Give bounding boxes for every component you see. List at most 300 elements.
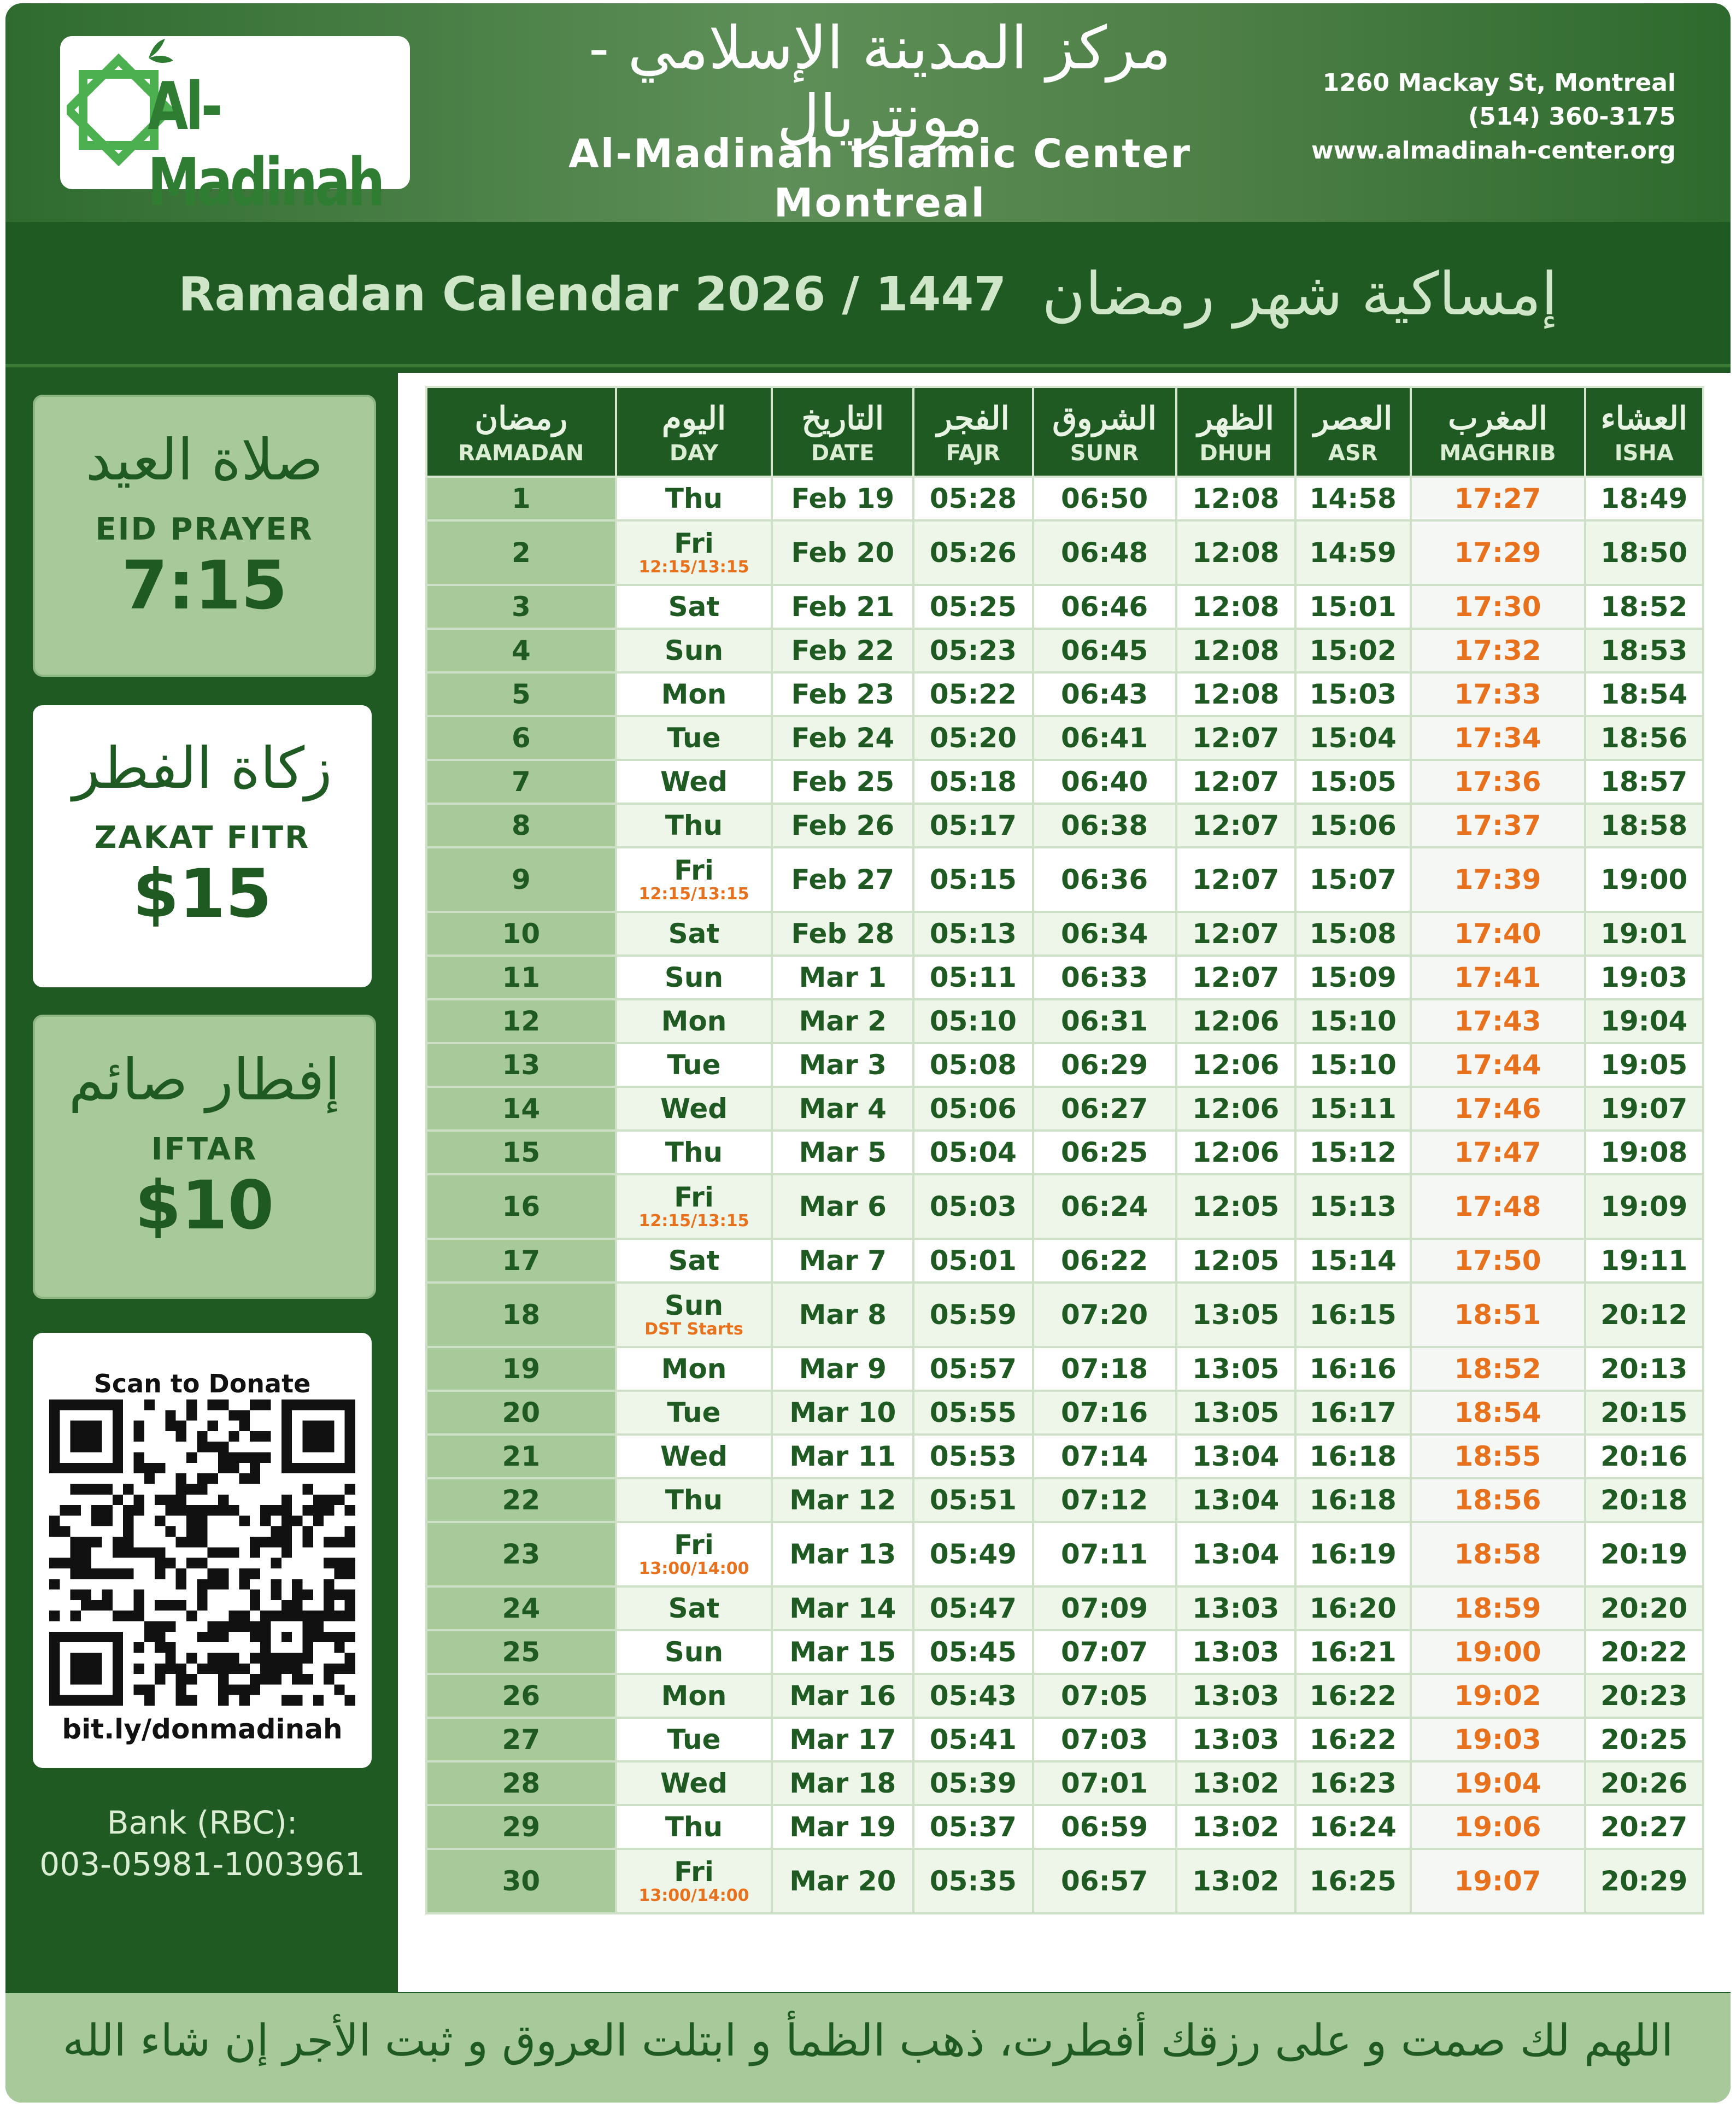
cell-fajr: 05:17	[913, 804, 1033, 847]
cell-fajr: 05:45	[913, 1630, 1033, 1674]
cell-num: 5	[426, 672, 616, 716]
cell-day	[616, 804, 772, 847]
cell-asr: 15:09	[1295, 956, 1411, 999]
table-header-row	[426, 387, 1703, 477]
table-row	[426, 1761, 1703, 1805]
cell-isha: 19:08	[1585, 1131, 1703, 1174]
cell-day	[616, 1391, 772, 1434]
cell-dhuh: 12:06	[1176, 1131, 1295, 1174]
cell-day	[616, 477, 772, 520]
poster-frame	[5, 3, 1731, 2103]
day-name: Thu	[665, 810, 723, 841]
cell-fajr: 05:55	[913, 1391, 1033, 1434]
cell-fajr: 05:41	[913, 1718, 1033, 1761]
cell-date: Feb 20	[772, 520, 913, 585]
cell-num: 12	[426, 999, 616, 1043]
cell-fajr: 05:59	[913, 1283, 1033, 1347]
cell-asr: 15:10	[1295, 999, 1411, 1043]
cell-num: 20	[426, 1391, 616, 1434]
header-day: اليوم DAY	[616, 387, 772, 477]
table-row	[426, 1087, 1703, 1131]
cell-dhuh: 12:07	[1176, 912, 1295, 956]
cell-asr: 15:07	[1295, 847, 1411, 912]
cell-maghrib: 17:47	[1411, 1131, 1585, 1174]
cell-dhuh: 12:07	[1176, 804, 1295, 847]
cell-dhuh: 12:07	[1176, 716, 1295, 760]
day-name: Sat	[668, 1245, 720, 1276]
day-note: 12:15/13:15	[638, 558, 749, 577]
cell-date: Feb 24	[772, 716, 913, 760]
address: 1260 Mackay St, Montreal	[1322, 69, 1676, 97]
cell-date: Feb 28	[772, 912, 913, 956]
header-sunrise: الشروق SUNR	[1033, 387, 1176, 477]
cell-fajr: 05:13	[913, 912, 1033, 956]
table-row	[426, 672, 1703, 716]
cell-dhuh: 13:03	[1176, 1674, 1295, 1718]
iftar-arabic: إفطار صائم	[68, 1046, 341, 1113]
cell-maghrib: 17:40	[1411, 912, 1585, 956]
day-name: Wed	[660, 1093, 728, 1125]
cell-date: Mar 20	[772, 1849, 913, 1913]
eid-time: 7:15	[121, 547, 288, 624]
cell-isha: 18:54	[1585, 672, 1703, 716]
cell-maghrib: 17:37	[1411, 804, 1585, 847]
website-link[interactable]: www.almadinah-center.org	[1311, 137, 1676, 165]
cell-maghrib: 19:02	[1411, 1674, 1585, 1718]
cell-dhuh: 13:05	[1176, 1283, 1295, 1347]
cell-dhuh: 12:08	[1176, 520, 1295, 585]
cell-num: 14	[426, 1087, 616, 1131]
cell-isha: 20:12	[1585, 1283, 1703, 1347]
cell-date: Feb 23	[772, 672, 913, 716]
arabic-title: مركز المدينة الإسلامي - مونتريال	[589, 14, 1171, 151]
cell-day	[616, 585, 772, 629]
day-name: Sun	[664, 635, 724, 666]
cell-asr: 15:14	[1295, 1239, 1411, 1283]
cell-day	[616, 1283, 772, 1347]
bank-label: Bank (RBC):	[107, 1804, 298, 1841]
cell-date: Mar 13	[772, 1522, 913, 1586]
header-fajr: الفجر FAJR	[913, 387, 1033, 477]
cell-sunr: 06:34	[1033, 912, 1176, 956]
cell-fajr: 05:15	[913, 847, 1033, 912]
cell-num: 22	[426, 1478, 616, 1522]
cell-fajr: 05:25	[913, 585, 1033, 629]
cell-isha: 20:16	[1585, 1434, 1703, 1478]
day-name: Wed	[660, 1767, 728, 1799]
table-row	[426, 1805, 1703, 1849]
cell-sunr: 07:11	[1033, 1522, 1176, 1586]
cell-asr: 15:06	[1295, 804, 1411, 847]
table-row	[426, 956, 1703, 999]
cell-maghrib: 17:27	[1411, 477, 1585, 520]
cell-maghrib: 17:33	[1411, 672, 1585, 716]
cell-asr: 16:19	[1295, 1522, 1411, 1586]
cell-dhuh: 13:02	[1176, 1849, 1295, 1913]
bank-info	[5, 1802, 399, 1885]
cell-date: Mar 3	[772, 1043, 913, 1087]
cell-fajr: 05:11	[913, 956, 1033, 999]
cell-fajr: 05:04	[913, 1131, 1033, 1174]
cell-sunr: 06:46	[1033, 585, 1176, 629]
cell-day	[616, 999, 772, 1043]
cell-fajr: 05:10	[913, 999, 1033, 1043]
table-row	[426, 585, 1703, 629]
cell-isha: 20:20	[1585, 1586, 1703, 1630]
cell-dhuh: 12:05	[1176, 1239, 1295, 1283]
cell-maghrib: 17:46	[1411, 1087, 1585, 1131]
cell-dhuh: 13:03	[1176, 1630, 1295, 1674]
cell-date: Feb 22	[772, 629, 913, 672]
cell-fajr: 05:06	[913, 1087, 1033, 1131]
cell-isha: 19:09	[1585, 1174, 1703, 1239]
cell-fajr: 05:22	[913, 672, 1033, 716]
cell-dhuh: 13:04	[1176, 1522, 1295, 1586]
cell-sunr: 07:20	[1033, 1283, 1176, 1347]
cell-maghrib: 19:07	[1411, 1849, 1585, 1913]
contact-info	[1311, 66, 1676, 168]
cell-day	[616, 520, 772, 585]
cell-dhuh: 12:07	[1176, 760, 1295, 804]
cell-maghrib: 18:54	[1411, 1391, 1585, 1434]
cell-day	[616, 672, 772, 716]
day-name: Thu	[665, 1811, 723, 1843]
cell-fajr: 05:18	[913, 760, 1033, 804]
cell-fajr: 05:39	[913, 1761, 1033, 1805]
cell-isha: 18:50	[1585, 520, 1703, 585]
cell-date: Mar 16	[772, 1674, 913, 1718]
iftar-label: IFTAR	[151, 1132, 258, 1167]
cell-sunr: 07:03	[1033, 1718, 1176, 1761]
table-row	[426, 847, 1703, 912]
cell-date: Feb 21	[772, 585, 913, 629]
day-name: Thu	[665, 1484, 723, 1516]
cell-num: 19	[426, 1347, 616, 1391]
cell-sunr: 07:07	[1033, 1630, 1176, 1674]
cell-fajr: 05:20	[913, 716, 1033, 760]
cell-sunr: 07:14	[1033, 1434, 1176, 1478]
cell-asr: 15:01	[1295, 585, 1411, 629]
day-name: Tue	[667, 722, 721, 754]
table-row	[426, 804, 1703, 847]
cell-dhuh: 12:08	[1176, 672, 1295, 716]
cell-isha: 19:07	[1585, 1087, 1703, 1131]
cell-asr: 16:20	[1295, 1586, 1411, 1630]
cell-maghrib: 17:41	[1411, 956, 1585, 999]
cell-asr: 15:11	[1295, 1087, 1411, 1131]
cell-asr: 16:22	[1295, 1674, 1411, 1718]
cell-maghrib: 18:51	[1411, 1283, 1585, 1347]
table-row	[426, 477, 1703, 520]
cell-num: 10	[426, 912, 616, 956]
qr-code-icon[interactable]	[49, 1400, 355, 1706]
cell-sunr: 06:50	[1033, 477, 1176, 520]
cell-isha: 18:49	[1585, 477, 1703, 520]
cell-num: 21	[426, 1434, 616, 1478]
cell-isha: 20:18	[1585, 1478, 1703, 1522]
cell-num: 29	[426, 1805, 616, 1849]
cell-date: Mar 1	[772, 956, 913, 999]
cell-maghrib: 19:06	[1411, 1805, 1585, 1849]
cell-date: Mar 6	[772, 1174, 913, 1239]
cell-dhuh: 13:03	[1176, 1586, 1295, 1630]
cell-asr: 14:59	[1295, 520, 1411, 585]
cell-isha: 20:23	[1585, 1674, 1703, 1718]
cell-fajr: 05:53	[913, 1434, 1033, 1478]
day-name: Wed	[660, 766, 728, 798]
cell-num: 27	[426, 1718, 616, 1761]
day-name: Tue	[667, 1397, 721, 1428]
day-name: Mon	[661, 678, 727, 710]
cell-maghrib: 17:30	[1411, 585, 1585, 629]
cell-fajr: 05:01	[913, 1239, 1033, 1283]
day-note: DST Starts	[644, 1320, 743, 1339]
cell-fajr: 05:57	[913, 1347, 1033, 1391]
cell-date: Mar 12	[772, 1478, 913, 1522]
cell-date: Mar 18	[772, 1761, 913, 1805]
cell-isha: 19:01	[1585, 912, 1703, 956]
table-row	[426, 1522, 1703, 1586]
cell-fajr: 05:08	[913, 1043, 1033, 1087]
cell-num: 4	[426, 629, 616, 672]
cell-num: 2	[426, 520, 616, 585]
table-row	[426, 1391, 1703, 1434]
cell-num: 8	[426, 804, 616, 847]
cell-maghrib: 18:55	[1411, 1434, 1585, 1478]
cell-sunr: 06:22	[1033, 1239, 1176, 1283]
donate-link[interactable]: bit.ly/donmadinah	[62, 1713, 343, 1745]
cell-num: 11	[426, 956, 616, 999]
day-name: Fri	[674, 854, 714, 886]
table-row	[426, 1043, 1703, 1087]
logo	[60, 36, 410, 221]
cell-isha: 20:25	[1585, 1718, 1703, 1761]
day-name: Wed	[660, 1441, 728, 1472]
cell-asr: 15:05	[1295, 760, 1411, 804]
cell-asr: 16:16	[1295, 1347, 1411, 1391]
cell-day	[616, 1043, 772, 1087]
cell-isha: 20:22	[1585, 1630, 1703, 1674]
cell-asr: 16:25	[1295, 1849, 1411, 1913]
cell-day	[616, 760, 772, 804]
cell-date: Feb 26	[772, 804, 913, 847]
cell-sunr: 06:40	[1033, 760, 1176, 804]
cell-num: 15	[426, 1131, 616, 1174]
cell-asr: 15:10	[1295, 1043, 1411, 1087]
cell-isha: 20:13	[1585, 1347, 1703, 1391]
table-row	[426, 1478, 1703, 1522]
cell-day	[616, 1347, 772, 1391]
cell-sunr: 06:25	[1033, 1131, 1176, 1174]
cell-asr: 15:02	[1295, 629, 1411, 672]
table-row	[426, 629, 1703, 672]
cell-maghrib: 17:50	[1411, 1239, 1585, 1283]
iftar-dua: اللهم لك صمت و على رزقك أفطرت، ذهب الظمأ و ابتلت العروق و ثبت الأجر إن شاء الله	[62, 2015, 1674, 2066]
cell-fajr: 05:26	[913, 520, 1033, 585]
day-name: Fri	[674, 528, 714, 559]
cell-sunr: 06:59	[1033, 1805, 1176, 1849]
day-name: Mon	[661, 1005, 727, 1037]
title-divider	[5, 364, 1731, 367]
day-name: Mon	[661, 1680, 727, 1712]
cell-sunr: 06:29	[1033, 1043, 1176, 1087]
table-row	[426, 912, 1703, 956]
cell-sunr: 06:36	[1033, 847, 1176, 912]
cell-day	[616, 1761, 772, 1805]
cell-sunr: 06:31	[1033, 999, 1176, 1043]
cell-dhuh: 13:04	[1176, 1478, 1295, 1522]
cell-maghrib: 17:32	[1411, 629, 1585, 672]
cell-isha: 20:15	[1585, 1391, 1703, 1434]
cell-date: Mar 17	[772, 1718, 913, 1761]
cell-maghrib: 19:00	[1411, 1630, 1585, 1674]
cell-isha: 20:27	[1585, 1805, 1703, 1849]
header-banner	[5, 3, 1731, 226]
donate-card	[33, 1333, 372, 1768]
cell-fajr: 05:47	[913, 1586, 1033, 1630]
cell-dhuh: 12:08	[1176, 585, 1295, 629]
cell-sunr: 06:43	[1033, 672, 1176, 716]
day-name: Fri	[674, 1529, 714, 1561]
table-row	[426, 1718, 1703, 1761]
cell-asr: 15:13	[1295, 1174, 1411, 1239]
cell-dhuh: 13:05	[1176, 1347, 1295, 1391]
cell-day	[616, 1239, 772, 1283]
header-maghrib: المغرب MAGHRIB	[1411, 387, 1585, 477]
cell-dhuh: 12:06	[1176, 1043, 1295, 1087]
table-row	[426, 760, 1703, 804]
cell-sunr: 06:24	[1033, 1174, 1176, 1239]
cell-asr: 16:22	[1295, 1718, 1411, 1761]
table-row	[426, 999, 1703, 1043]
table-row	[426, 716, 1703, 760]
cell-asr: 16:17	[1295, 1391, 1411, 1434]
cell-dhuh: 13:03	[1176, 1718, 1295, 1761]
center-name-line1: Al-Madinah Islamic Center	[568, 131, 1192, 177]
calendar-title	[5, 260, 1731, 329]
day-name: Tue	[667, 1049, 721, 1081]
iftar-card	[33, 1015, 376, 1299]
cell-num: 6	[426, 716, 616, 760]
cell-date: Mar 8	[772, 1283, 913, 1347]
table-row	[426, 1434, 1703, 1478]
cell-dhuh: 12:06	[1176, 1087, 1295, 1131]
header-ramadan: رمضان RAMADAN	[426, 387, 616, 477]
cell-sunr: 06:45	[1033, 629, 1176, 672]
phone: (514) 360-3175	[1468, 103, 1676, 131]
eid-label: EID PRAYER	[95, 512, 314, 547]
table-row	[426, 1347, 1703, 1391]
table-row	[426, 1630, 1703, 1674]
cell-isha: 18:58	[1585, 804, 1703, 847]
cell-sunr: 07:12	[1033, 1478, 1176, 1522]
cell-date: Feb 27	[772, 847, 913, 912]
header-asr: العصر ASR	[1295, 387, 1411, 477]
cell-day	[616, 716, 772, 760]
zakat-amount: $15	[132, 855, 272, 933]
day-name: Sat	[668, 918, 720, 950]
cell-fajr: 05:49	[913, 1522, 1033, 1586]
cell-maghrib: 17:29	[1411, 520, 1585, 585]
calendar-title-english: Ramadan Calendar 2026 / 1447	[178, 267, 1007, 322]
cell-day	[616, 1478, 772, 1522]
cell-num: 1	[426, 477, 616, 520]
header-date: التاريخ DATE	[772, 387, 913, 477]
cell-maghrib: 17:36	[1411, 760, 1585, 804]
cell-num: 17	[426, 1239, 616, 1283]
footer-banner	[5, 1993, 1731, 2103]
day-name: Fri	[674, 1856, 714, 1888]
cell-sunr: 06:48	[1033, 520, 1176, 585]
cell-dhuh: 12:06	[1176, 999, 1295, 1043]
cell-asr: 15:03	[1295, 672, 1411, 716]
day-note: 13:00/14:00	[638, 1559, 749, 1578]
cell-asr: 16:15	[1295, 1283, 1411, 1347]
cell-asr: 15:08	[1295, 912, 1411, 956]
cell-date: Mar 2	[772, 999, 913, 1043]
cell-maghrib: 18:58	[1411, 1522, 1585, 1586]
cell-day	[616, 1805, 772, 1849]
day-name: Sat	[668, 1592, 720, 1624]
cell-isha: 20:26	[1585, 1761, 1703, 1805]
cell-isha: 18:56	[1585, 716, 1703, 760]
table-row	[426, 1586, 1703, 1630]
cell-num: 24	[426, 1586, 616, 1630]
cell-fajr: 05:23	[913, 629, 1033, 672]
cell-fajr: 05:35	[913, 1849, 1033, 1913]
zakat-card	[33, 705, 372, 987]
cell-asr: 15:12	[1295, 1131, 1411, 1174]
header-dhuhr: الظهر DHUH	[1176, 387, 1295, 477]
cell-maghrib: 17:43	[1411, 999, 1585, 1043]
cell-day	[616, 1718, 772, 1761]
cell-sunr: 06:38	[1033, 804, 1176, 847]
cell-isha: 18:53	[1585, 629, 1703, 672]
cell-dhuh: 13:02	[1176, 1761, 1295, 1805]
cell-dhuh: 12:05	[1176, 1174, 1295, 1239]
cell-asr: 16:24	[1295, 1805, 1411, 1849]
cell-maghrib: 17:39	[1411, 847, 1585, 912]
eid-arabic: صلاة العيد	[85, 426, 324, 493]
cell-num: 28	[426, 1761, 616, 1805]
cell-dhuh: 13:04	[1176, 1434, 1295, 1478]
day-name: Sat	[668, 591, 720, 623]
cell-sunr: 07:09	[1033, 1586, 1176, 1630]
cell-asr: 16:18	[1295, 1434, 1411, 1478]
table-row	[426, 520, 1703, 585]
day-name: Fri	[674, 1181, 714, 1213]
cell-num: 26	[426, 1674, 616, 1718]
cell-date: Mar 7	[772, 1239, 913, 1283]
cell-sunr: 06:27	[1033, 1087, 1176, 1131]
cell-date: Feb 25	[772, 760, 913, 804]
cell-num: 9	[426, 847, 616, 912]
cell-sunr: 07:16	[1033, 1391, 1176, 1434]
cell-day	[616, 1674, 772, 1718]
cell-day	[616, 956, 772, 999]
day-name: Sun	[664, 962, 724, 993]
cell-maghrib: 17:34	[1411, 716, 1585, 760]
cell-isha: 19:11	[1585, 1239, 1703, 1283]
cell-maghrib: 18:59	[1411, 1586, 1585, 1630]
center-name-line2: Montreal	[773, 180, 987, 226]
header-isha: العشاء ISHA	[1585, 387, 1703, 477]
day-name: Thu	[665, 1137, 723, 1168]
cell-num: 18	[426, 1283, 616, 1347]
donate-title: Scan to Donate	[93, 1369, 311, 1398]
cell-date: Mar 4	[772, 1087, 913, 1131]
day-note: 12:15/13:15	[638, 885, 749, 904]
